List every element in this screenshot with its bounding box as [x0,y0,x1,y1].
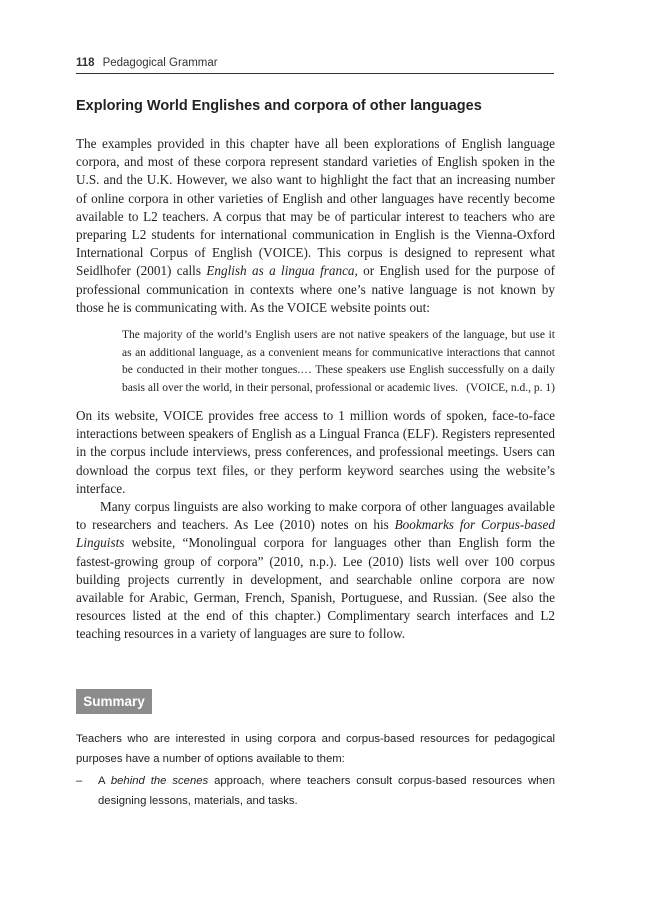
paragraph-3-italic: Bookmarks for Corpus-based Linguists [76,517,555,551]
paragraph-1-text-a: The examples provided in this chapter have all been explorations of English language corpora, and most of these corpora represent standard varieties of English spoken in the U.S. and the U.K. However, we also want to highlight the fact that an increasing number of online corpora in other varieties of English and other languages have recently become available to L2 teachers. A corpus that may be of particular interest to teachers who are preparing L2 students for international communication in English is the Vienna-Oxford International Corpus of English (VOICE). This corpus is designed to represent what Seidlhofer (2001) calls [76,136,555,279]
paragraph-1 [76,135,555,317]
running-header [76,57,554,74]
section-title: Exploring World Englishes and corpora of other languages [76,98,482,114]
paragraph-1-text-b: , or English used for the purpose of professional communication in contexts where one’s native language is not known by those he is communicating with. As the VOICE website points out: [76,263,556,315]
summary-section [76,729,555,811]
bullet-italic: behind the scenes [110,775,209,787]
page-number: 118 [76,57,95,69]
paragraph-3 [76,498,555,644]
summary-intro: Teachers who are interested in using corpora and corpus-based resources for pedagogical purposes have a number of options available to them: [76,733,555,765]
paragraph-2: On its website, VOICE provides free access to 1 million words of spoken, face-to-face interactions between speakers of English as a Lingual Franca (ELF). Registers represented in the corpus include interviews, press conferences, and professional meetings. Users can download the corpus text files, or they perform keyword searches using the website’s interface. [76,408,555,496]
paragraph-3-text-a: Many corpus linguists are also working to make corpora of other languages available to researchers and teachers. As Lee (2010) notes on his [76,499,555,533]
summary-bullet-1 [76,771,555,811]
quote-text: The majority of the world’s English users are not native speakers of the language, but use it as an additional language, as a convenient means for communicative interactions that cannot be conducted in their mother tongues.… These speakers use English successfully on a daily basis all over the world, in their personal, professional or academic lives. [122,329,555,394]
paragraph-1-italic: English as a lingua franca [206,263,355,279]
bullet-dash: – [76,775,83,787]
block-quote [122,327,555,397]
quote-citation: (VOICE, n.d., p. 1) [466,381,555,394]
bullet-rest: approach, where teachers consult corpus-based resources when designing lessons, materials, and tasks. [98,775,555,807]
running-title: Pedagogical Grammar [102,57,218,69]
bullet-prefix: A [98,775,111,787]
paragraph-3-text-b: website, “Monolingual corpora for languages other than English form the fastest-growing group of corpora” (2010, n.p.). Lee (2010) lists well over 100 corpus building projects currently in development, and searchable online corpora are now available for Arabic, German, French, Spanish, Portuguese, and Russian. (See also the resources listed at the end of this chapter.) Complimentary search interfaces and L2 teaching resources in a variety of languages are sure to follow. [76,535,555,642]
summary-heading: Summary [76,689,152,714]
bullet-text [98,771,555,811]
body-text [76,135,555,644]
